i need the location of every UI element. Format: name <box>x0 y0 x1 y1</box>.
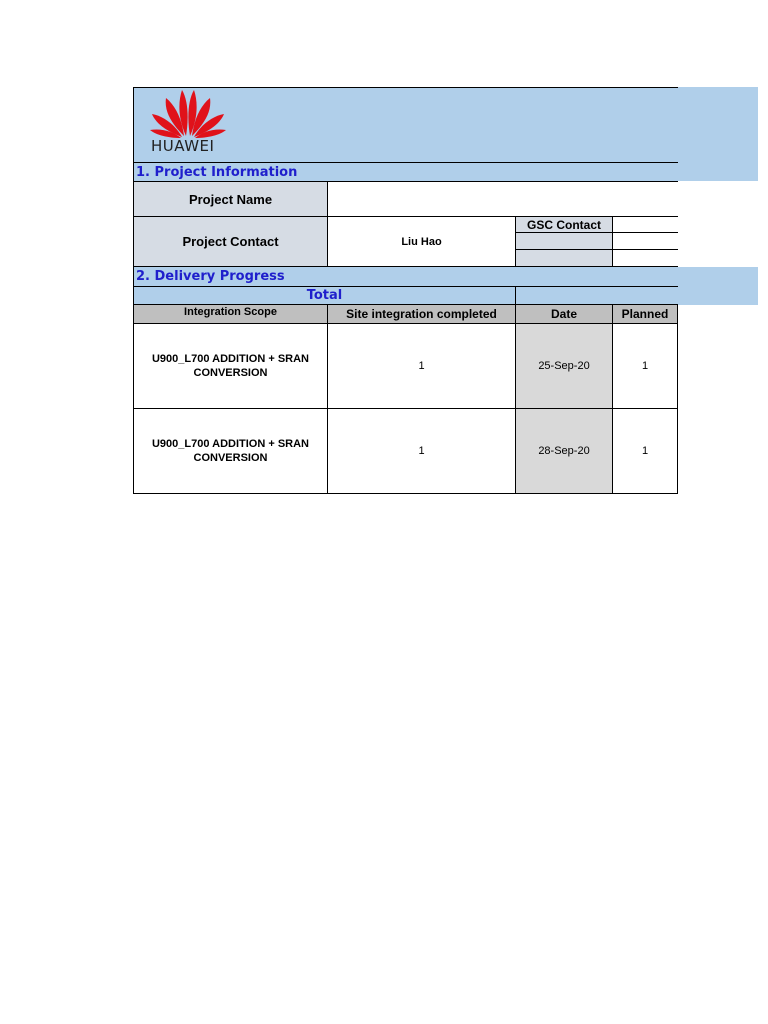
table-row-2-date: 28-Sep-20 <box>515 408 613 494</box>
table-row-1-planned: 1 <box>612 323 678 409</box>
gsc-contact-value-1 <box>612 216 678 233</box>
gsc-contact-value-3 <box>612 249 678 267</box>
gsc-contact-label: GSC Contact <box>515 216 613 233</box>
table-row-2-planned: 1 <box>612 408 678 494</box>
gsc-contact-extra-label-2 <box>515 249 613 267</box>
logo-text: HUAWEI <box>151 137 215 155</box>
table-row-2-scope: U900_L700 ADDITION + SRAN CONVERSION <box>133 408 328 494</box>
project-contact-value: Liu Hao <box>327 216 516 267</box>
section1-title: 1. Project Information <box>133 162 678 181</box>
col-header-integration-scope: Integration Scope <box>133 304 328 324</box>
huawei-logo <box>148 88 228 156</box>
project-name-label: Project Name <box>133 181 328 217</box>
col-header-date: Date <box>515 304 613 324</box>
total-label: Total <box>133 286 516 305</box>
huawei-petals-icon <box>148 88 228 140</box>
project-name-value <box>327 181 678 217</box>
table-row-2-completed: 1 <box>327 408 516 494</box>
section2-title: 2. Delivery Progress <box>133 267 678 286</box>
gsc-contact-extra-label-1 <box>515 232 613 250</box>
project-contact-label: Project Contact <box>133 216 328 267</box>
table-row-1-date: 25-Sep-20 <box>515 323 613 409</box>
col-header-planned: Planned <box>612 304 678 324</box>
gsc-contact-value-2 <box>612 232 678 250</box>
col-header-site-integration: Site integration completed <box>327 304 516 324</box>
table-row-1-completed: 1 <box>327 323 516 409</box>
table-row-1-scope: U900_L700 ADDITION + SRAN CONVERSION <box>133 323 328 409</box>
total-value <box>515 286 678 305</box>
